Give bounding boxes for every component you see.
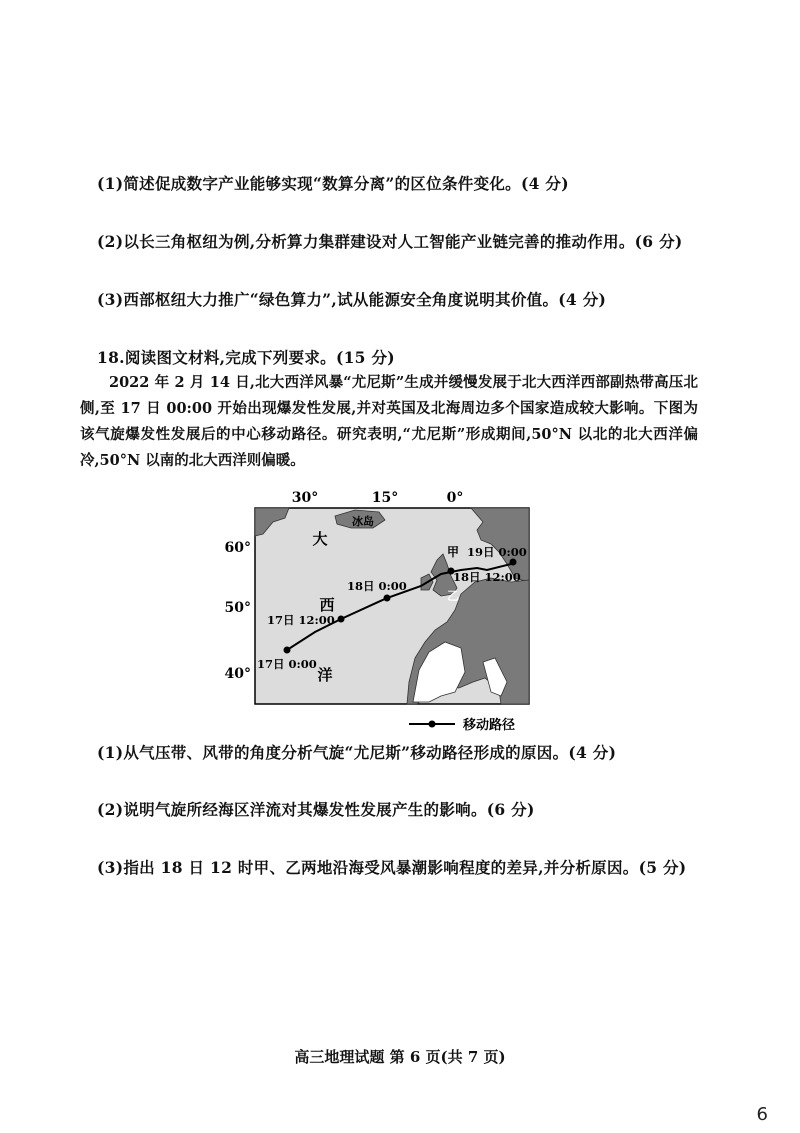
q18-sub1: (1)从气压带、风带的角度分析气旋“尤尼斯”移动路径形成的原因。(4 分) [97,743,617,762]
legend-label: 移动路径 [463,718,516,733]
time-label-18-12: 18日 12:00 [453,570,521,584]
q17-sub1: (1)简述促成数字产业能够实现“数算分离”的区位条件变化。(4 分) [97,174,569,193]
lat-label-60: 60° [224,540,251,556]
lat-label-40: 40° [224,666,251,682]
legend-dot [429,721,436,728]
lon-label-15: 15° [371,490,399,506]
ocean-char-3: 洋 [317,666,333,684]
page-number: 6 [756,1104,768,1125]
map-svg [215,482,555,742]
ocean-char-1: 大 [312,530,328,548]
q17-sub2: (2)以长三角枢纽为例,分析算力集群建设对人工智能产业链完善的推动作用。(6 分) [97,232,683,251]
label-jia: 甲 [447,545,460,559]
track-point-18-0 [384,595,391,602]
q18-sub2: (2)说明气旋所经海区洋流对其爆发性发展产生的影响。(6 分) [97,800,535,819]
label-yi: 乙 [447,589,460,603]
track-point-19-0 [510,559,517,566]
track-point-17-12 [338,616,345,623]
q18-material [80,370,698,474]
q17-sub3: (3)西部枢纽大力推广“绿色算力”,试从能源安全角度说明其价值。(4 分) [97,290,607,309]
q18-sub3: (3)指出 18 日 12 时甲、乙两地沿海受风暴潮影响程度的差异,并分析原因。(5 分) [97,858,687,877]
time-label-17-0: 17日 0:00 [257,657,317,671]
track-point-17-0 [284,647,291,654]
lat-label-50: 50° [224,600,251,616]
cyclone-track-map [215,482,555,742]
ocean-char-2: 西 [319,596,335,614]
lon-label-30: 30° [291,490,319,506]
time-label-18-0: 18日 0:00 [347,579,407,593]
time-label-19-0: 19日 0:00 [467,545,527,559]
label-iceland: 冰岛 [352,515,374,528]
time-label-17-12: 17日 12:00 [267,613,335,627]
q18-heading: 18.阅读图文材料,完成下列要求。(15 分) [97,348,395,367]
page-footer: 高三地理试题 第 6 页(共 7 页) [294,1048,506,1066]
q18-material-text: 2022 年 2 月 14 日,北大西洋风暴“尤尼斯”生成并缓慢发展于北大西洋西部副热带高压北侧,至 17 日 00:00 开始出现爆发性发展,并对英国及北海周边多个国家造成较大影响。下图为该气旋爆发性发展后的中心移动路径。研究表明,“尤尼斯”形成期间,50°N 以北的北大西洋偏冷,50°N 以南的北大西洋则偏暖。 [80,374,698,469]
lon-label-0: 0° [446,490,464,506]
